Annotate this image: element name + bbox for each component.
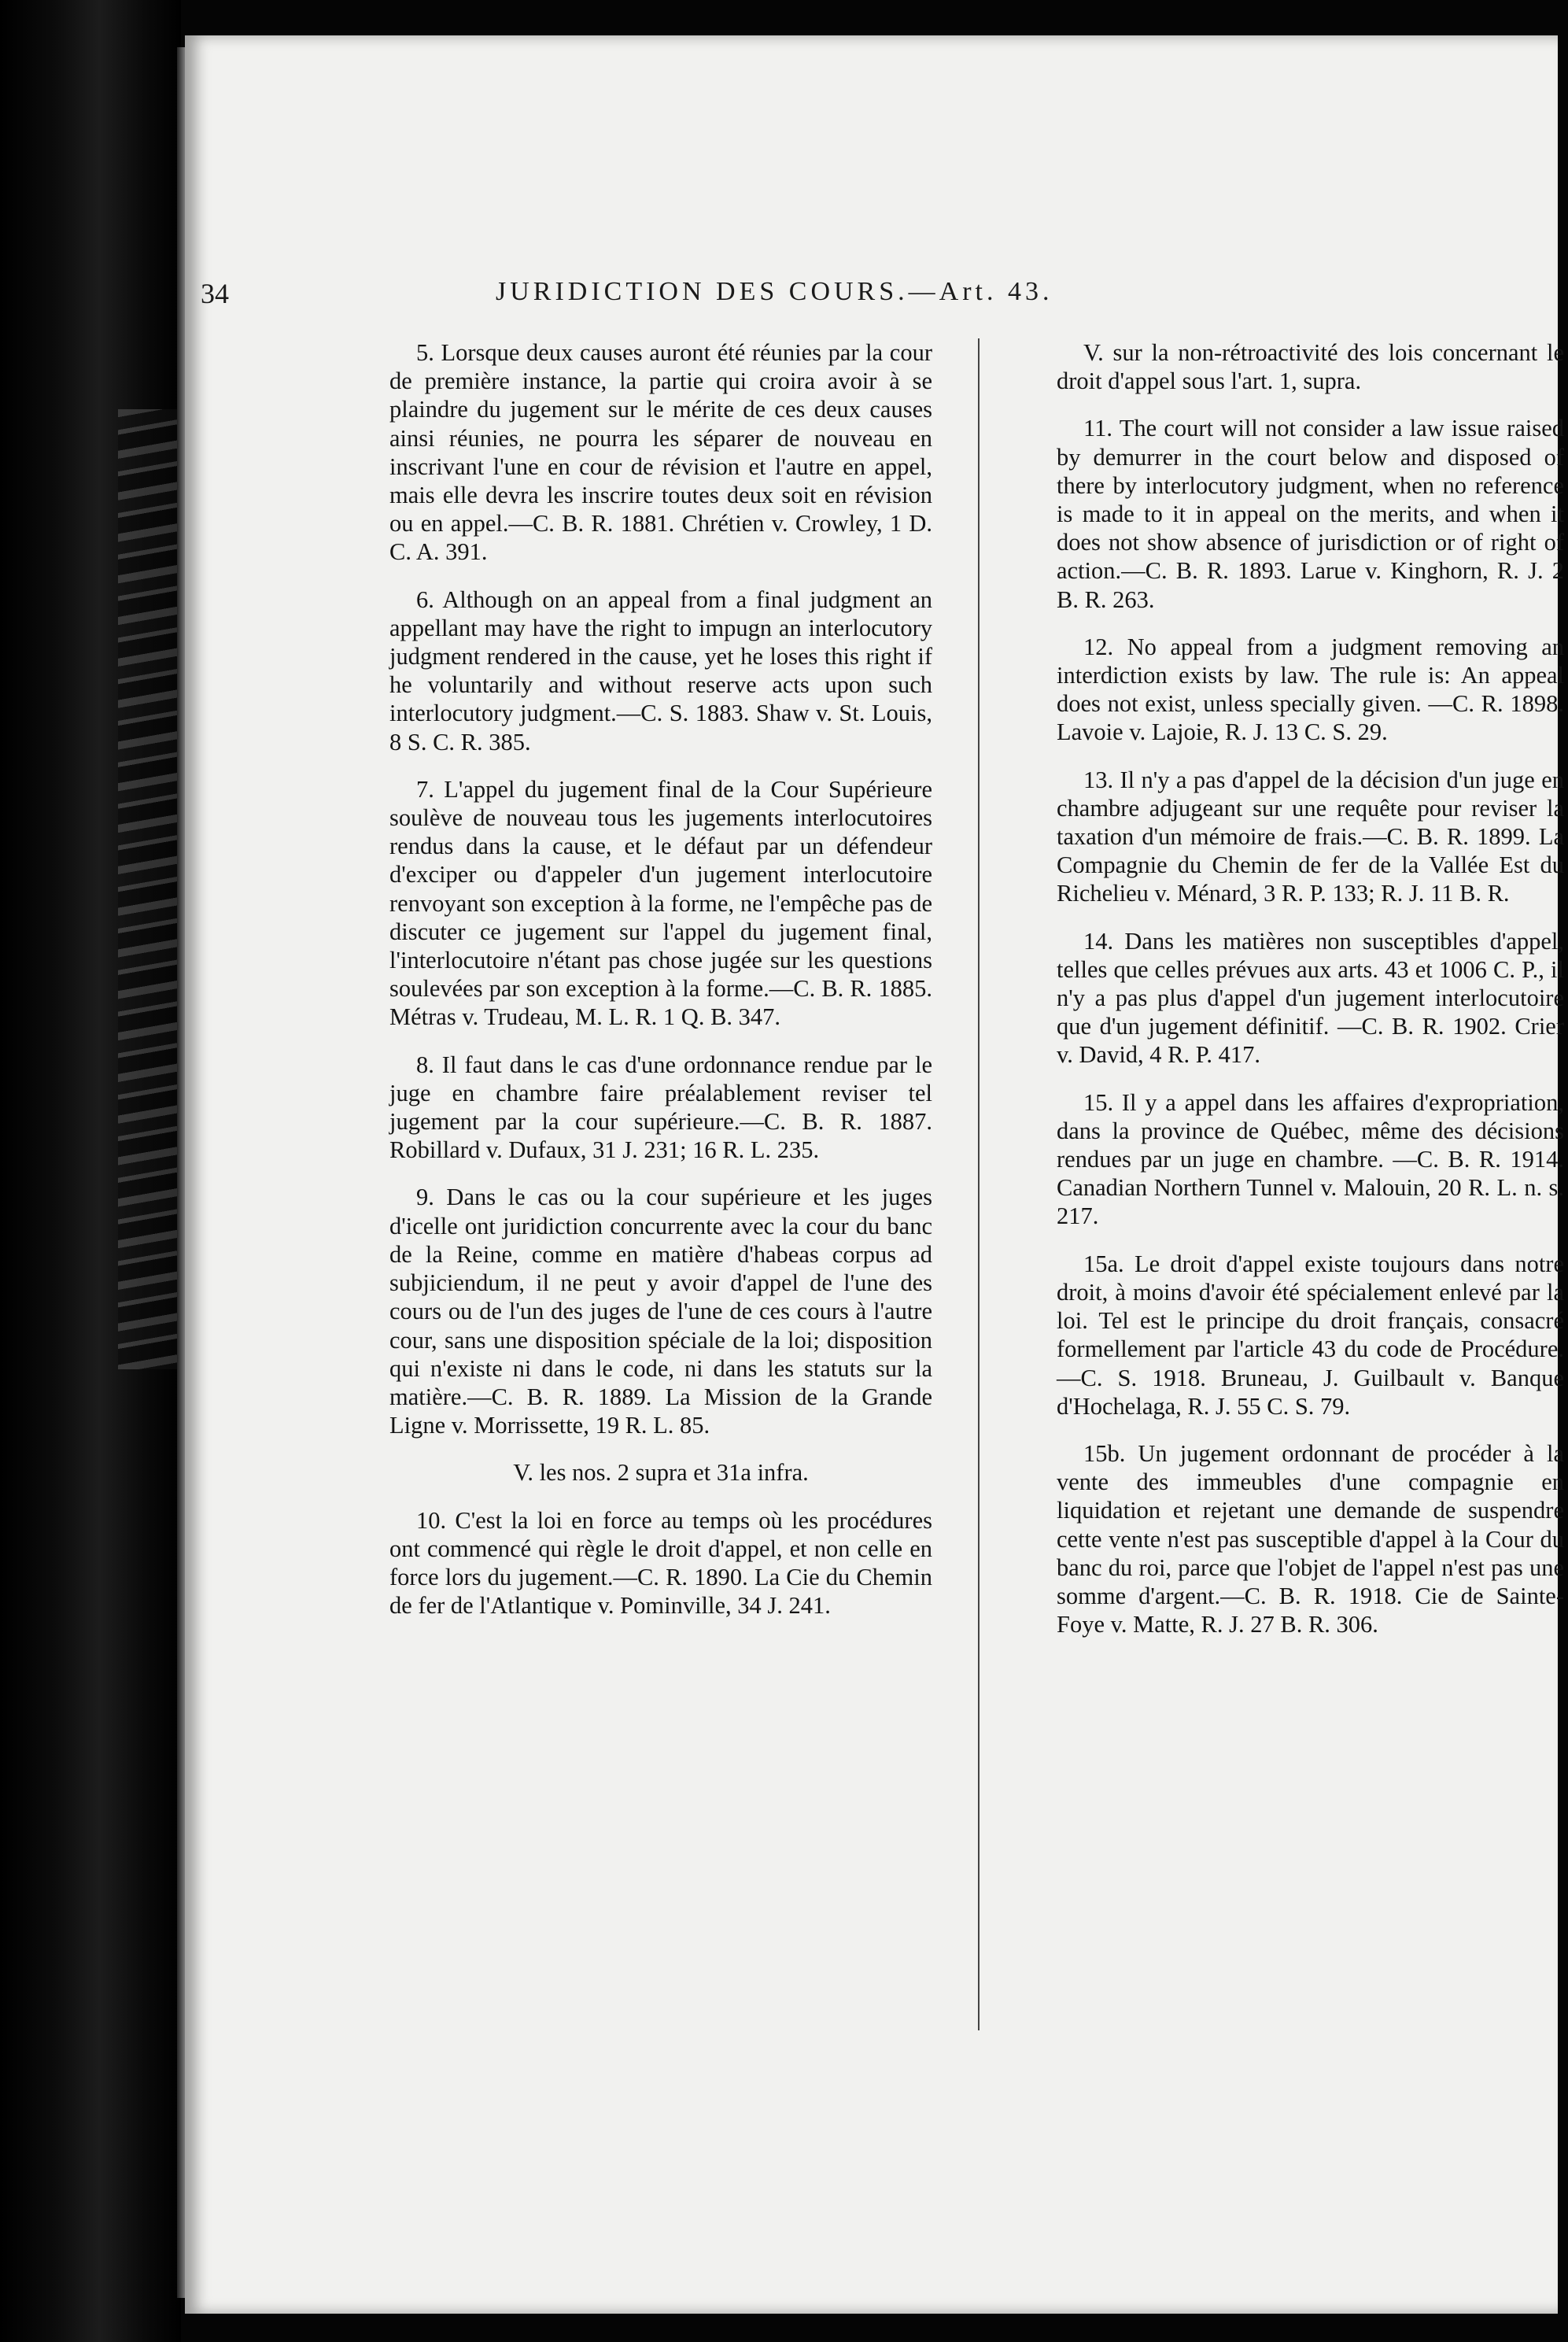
marbled-edge [118, 409, 179, 1369]
paragraph-13: 13. Il n'y a pas d'appel de la décision d'un juge en chambre adjugeant sur une requête pour reviser la taxation d'un mémoire de frais.—C. B. R. 1899. La Compagnie du Chemin de fer de la Vallée Est du Richelieu v. Ménard, 3 R. P. 133; R. J. 11 B. R. [1057, 766, 1564, 907]
paragraph-6: 6. Although on an appeal from a final judgment an appellant may have the right to impugn an interlocutory judgment rendered in the cause, yet he loses this right if he voluntarily and without reserve acts upon such interlocutory judgment.—C. S. 1883. Shaw v. St. Louis, 8 S. C. R. 385. [389, 586, 932, 755]
cross-reference-retroactivity: V. sur la non-rétroactivité des lois concernant le droit d'appel sous l'art. 1, supra. [1057, 339, 1564, 395]
right-column [1057, 338, 1564, 1657]
paragraph-12: 12. No appeal from a judgment removing an interdiction exists by law. The rule is: An appeal does not exist, unless specially given. —C. R. 1898. Lavoie v. Lajoie, R. J. 13 C. S. 29. [1057, 633, 1564, 746]
paragraph-10: 10. C'est la loi en force au temps où les procédures ont commencé qui règle le droit d'appel, et non celle en force lors du jugement.—C. R. 1890. La Cie du Chemin de fer de l'Atlantique v. Pominville, 34 J. 241. [389, 1506, 932, 1620]
paragraph-8: 8. Il faut dans le cas d'une ordonnance rendue par le juge en chambre faire préalablement reviser tel jugement par la cour supérieure.—C. B. R. 1887. Robillard v. Dufaux, 31 J. 231; 16 R. L. 235. [389, 1051, 932, 1164]
paragraph-15: 15. Il y a appel dans les affaires d'expropriation, dans la province de Québec, même des décisions rendues par un juge en chambre. —C. B. R. 1914. Canadian Northern Tunnel v. Malouin, 20 R. L. n. s. 217. [1057, 1088, 1564, 1230]
paragraph-15a: 15a. Le droit d'appel existe toujours dans notre droit, à moins d'avoir été spécialement enlevé par la loi. Tel est le principe du droit français, consacré formellement par l'article 43 du code de Procédure.—C. S. 1918. Bruneau, J. Guilbault v. Banque d'Hochelaga, R. J. 55 C. S. 79. [1057, 1250, 1564, 1420]
paragraph-11: 11. The court will not consider a law issue raised by demurrer in the court below and disposed of there by interlocutory judgment, when no reference is made to it in appeal on the merits, and when it does not show absence of jurisdiction or of right of action.—C. B. R. 1893. Larue v. Kinghorn, R. J. 2 B. R. 263. [1057, 415, 1564, 613]
running-head: JURIDICTION DES COURS.—Art. 43. [496, 277, 1053, 306]
left-column [389, 338, 932, 1638]
book-spine [0, 0, 181, 2342]
paragraph-7: 7. L'appel du jugement final de la Cour Supérieure soulève de nouveau tous les jugements interlocutoires rendus dans la cause, et le défaut par un défendeur d'exciper ou d'appeler d'un jugement interlocutoire renvoyant son exception à la forme, ne l'empêche pas de discuter ce jugement sur l'appel du jugement final, l'interlocutoire n'étant pas chose jugée sur les questions soulevées par son exception à la forme.—C. B. R. 1885. Métras v. Trudeau, M. L. R. 1 Q. B. 347. [389, 775, 932, 1031]
paragraph-15b: 15b. Un jugement ordonnant de procéder à la vente des immeubles d'une compagnie en liquidation et rejetant une demande de suspendre cette vente n'est pas susceptible d'appel à la Cour du banc du roi, parce que l'objet de l'appel n'est pas une somme d'argent.—C. B. R. 1918. Cie de Sainte-Foye v. Matte, R. J. 27 B. R. 306. [1057, 1439, 1564, 1638]
cross-reference: V. les nos. 2 supra et 31a infra. [513, 1459, 809, 1487]
page-number: 34 [201, 278, 229, 309]
paragraph-9: 9. Dans le cas ou la cour supérieure et les juges d'icelle ont juridiction concurrente avec la cour du banc de la Reine, comme en matière d'habeas corpus ad subjiciendum, il ne peut y avoir d'appel de l'une des cours ou de l'un des juges de l'une de ces cours à l'autre cour, sans une disposition spéciale de la loi; disposition qui n'existe ni dans le code, ni dans les statuts sur la matière.—C. B. R. 1889. La Mission de la Grande Ligne v. Morrissette, 19 R. L. 85. [389, 1184, 932, 1439]
paragraph-14: 14. Dans les matières non susceptibles d'appel, telles que celles prévues aux arts. 43 et 1006 C. P., il n'y a pas plus d'appel d'un jugement interlocutoire que d'un jugement définitif. —C. B. R. 1902. Crier v. David, 4 R. P. 417. [1057, 927, 1564, 1069]
paragraph-5: 5. Lorsque deux causes auront été réunies par la cour de première instance, la partie qui croira avoir à se plaindre du jugement sur le mérite de ces deux causes ainsi réunies, ne pourra les séparer de nouveau en inscrivant l'une en cour de révision et l'autre en appel, mais elle devra les inscrire toutes deux soit en révision ou en appel.—C. B. R. 1881. Chrétien v. Crowley, 1 D. C. A. 391. [389, 339, 932, 566]
column-divider [978, 338, 980, 2030]
